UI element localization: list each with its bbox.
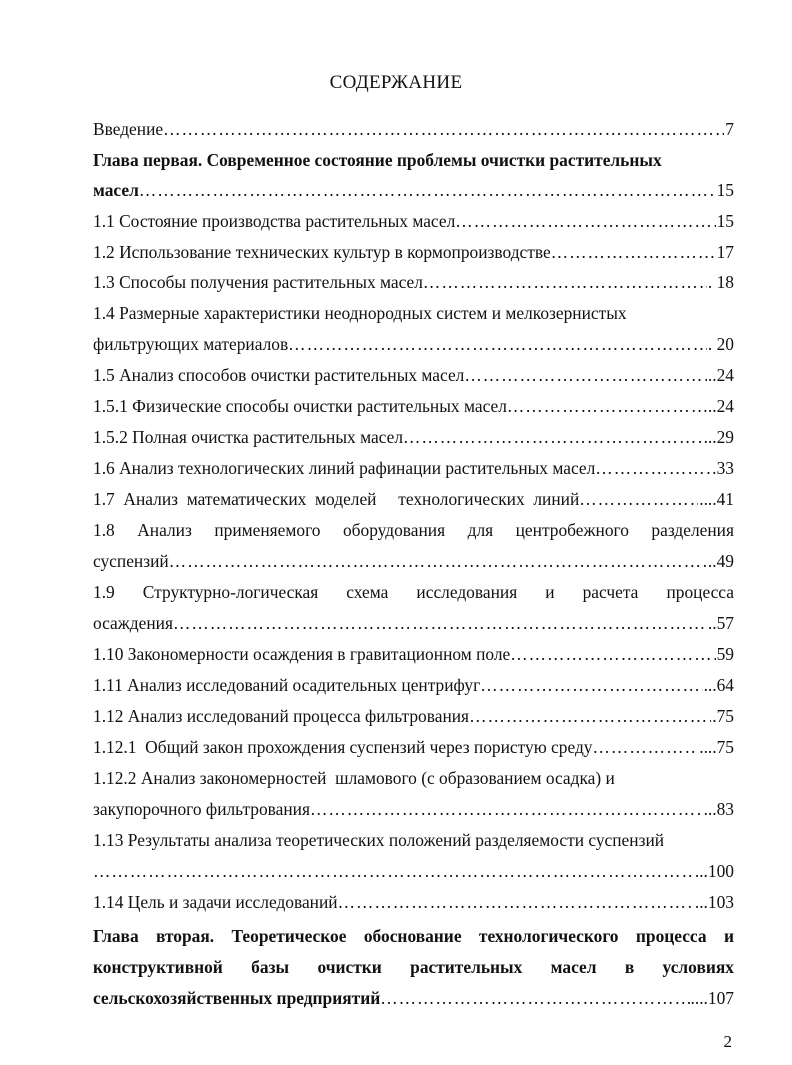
toc-word: для [467,520,494,540]
toc-entry-page: 7 [725,119,734,139]
toc-entry-page: 15 [716,211,734,231]
toc-entry-page: ..57 [707,613,734,633]
dot-leader [480,674,702,696]
toc-entry-page: . 20 [707,334,734,354]
toc-entry-1-3 [93,271,734,293]
dot-leader [403,426,703,448]
toc-entry-page: ...103 [694,892,734,912]
toc-word: оборудования [342,520,446,540]
toc-entry-label: 1.12.1 Общий закон прохождения суспензий через пористую среду [93,737,593,757]
dot-leader [423,271,707,293]
toc-entry-1-5-1 [93,395,734,417]
dot-leader [595,457,715,479]
toc-entry-label: 1.5.1 Физические способы очистки растительных масел [93,396,507,416]
toc-word: Теоретическое [231,926,347,946]
dot-leader [455,210,715,232]
toc-entry-page: ....75 [699,737,734,757]
toc-entry-1-9-continuation [93,612,734,634]
toc-entry-page: ...100 [694,861,734,881]
toc-entry-page: ...29 [703,427,734,447]
toc-entry-introduction [93,118,734,140]
toc-entry-page: .75 [712,706,734,726]
toc-entry-1-10 [93,643,734,665]
toc-word: технологического [478,926,619,946]
toc-entry-label: 1.6 Анализ технологических линий рафинации растительных масел [93,458,596,478]
toc-word: Анализ [137,520,192,540]
dot-leader [593,736,699,758]
toc-entry-label: фильтрующих материалов [93,334,289,354]
dot-leader [510,643,715,665]
toc-entry-label: масел [93,180,139,200]
toc-word: вторая. [156,926,215,946]
toc-entry-label: суспензий [93,551,169,571]
toc-word: центробежного [515,520,629,540]
toc-word: 1.8 [93,520,115,540]
toc-entry-1-4-continuation [93,333,734,355]
toc-chapter-one-continuation [93,179,734,201]
toc-word: и [723,926,734,946]
dot-leader [469,705,711,727]
toc-entry-text: 1.13 Результаты анализа теоретических положений разделяемости суспензий [93,830,665,850]
toc-entry-label: 1.12 Анализ исследований процесса фильтрования [93,706,470,726]
toc-word: процесса [635,926,707,946]
toc-entry-page: ..24 [707,365,734,385]
toc-word: Структурно-логическая [142,582,319,602]
toc-entry-label: 1.14 Цель и задачи исследований [93,892,338,912]
toc-word: 1.9 [93,582,115,602]
page-number: 2 [723,1032,732,1051]
toc-word: Глава [93,926,139,946]
toc-entry-text: 1.4 Размерные характеристики неоднородных систем и мелкозернистых [93,303,627,323]
toc-entry-1-12 [93,705,734,727]
toc-entry-page: ....41 [699,489,734,509]
page-title: СОДЕРЖАНИЕ [329,72,463,93]
toc-entry-label: 1.5 Анализ способов очистки растительных масел [93,365,465,385]
toc-word: разделения [651,520,734,540]
toc-word: процесса [666,582,734,602]
toc-chapter-one-heading [93,149,734,171]
dot-leader [338,891,694,913]
toc-word: применяемого [214,520,321,540]
dot-leader [310,798,703,820]
dot-leader [93,860,694,882]
toc-entry-page: ..24 [707,396,734,416]
toc-entry-page: 15 [716,180,734,200]
toc-entry-page: ...83 [703,799,734,819]
dot-leader [507,395,707,417]
toc-entry-1-9 [93,581,734,603]
toc-word: условиях [662,957,734,977]
toc-entry-page: . 18 [707,272,734,292]
toc-entry-1-7 [93,488,734,510]
toc-entry-page: ..49 [707,551,734,571]
toc-word: масел [550,957,597,977]
toc-entry-1-2 [93,241,734,263]
toc-word: базы [251,957,290,977]
toc-entry-1-8-continuation [93,550,734,572]
toc-entry-1-12-2-continuation [93,798,734,820]
toc-entry-label: 1.7 Анализ математических моделей технологических линий [93,489,580,509]
toc-entry-label: осаждения [93,613,173,633]
toc-word: и [545,582,555,602]
toc-word: расчета [582,582,639,602]
dot-leader [173,612,707,634]
dot-leader [288,333,707,355]
dot-leader [169,550,707,572]
toc-word: исследования [416,582,518,602]
toc-entry-page: 59 [716,644,734,664]
toc-word: в [624,957,635,977]
toc-entry-label: 1.1 Состояние производства растительных масел [93,211,456,231]
toc-entry-page: ....107 [690,988,734,1008]
toc-entry-label: 1.11 Анализ исследований осадительных центрифуг [93,675,481,695]
toc-entry-label: Введение [93,119,164,139]
toc-chapter-two-heading-line2 [93,956,734,978]
dot-leader [464,364,707,386]
toc-entry-text: 1.12.2 Анализ закономерностей шламового (с образованием осадка) и [93,768,615,788]
toc-entry-1-4 [93,302,734,324]
toc-entry-text: Глава первая. Современное состояние проблемы очистки растительных [93,150,662,170]
toc-entry-1-14 [93,891,734,913]
dot-leader [139,179,716,201]
toc-entry-page: ...64 [703,675,734,695]
toc-entry-page: 17 [716,242,734,262]
toc-word: растительных [410,957,523,977]
toc-entry-1-6 [93,457,734,479]
toc-chapter-two-heading [93,925,734,947]
toc-word: обоснование [363,926,462,946]
toc-entry-1-8 [93,519,734,541]
toc-entry-1-5 [93,364,734,386]
toc-entry-1-12-2 [93,767,734,789]
dot-leader [380,987,689,1009]
toc-chapter-two-heading-line3 [93,987,734,1009]
dot-leader [163,118,724,140]
toc-entry-1-11 [93,674,734,696]
toc-entry-label: 1.3 Способы получения растительных масел [93,272,423,292]
toc-entry-1-13 [93,829,734,851]
toc-entry-label: сельскохозяйственных предприятий [93,988,381,1008]
toc-word: очистки [317,957,382,977]
toc-entry-label: 1.10 Закономерности осаждения в гравитационном поле [93,644,511,664]
toc-entry-label: 1.2 Использование технических культур в кормопроизводстве [93,242,551,262]
toc-entry-1-1 [93,210,734,232]
dot-leader [551,241,716,263]
toc-entry-label: закупорочного фильтрования [93,799,310,819]
toc-entry-1-5-2 [93,426,734,448]
dot-leader [579,488,698,510]
toc-entry-label: 1.5.2 Полная очистка растительных масел [93,427,404,447]
toc-entry-1-13-continuation [93,860,734,882]
toc-entry-page: 33 [716,458,734,478]
toc-word: конструктивной [93,957,223,977]
toc-entry-1-12-1 [93,736,734,758]
toc-word: схема [346,582,389,602]
